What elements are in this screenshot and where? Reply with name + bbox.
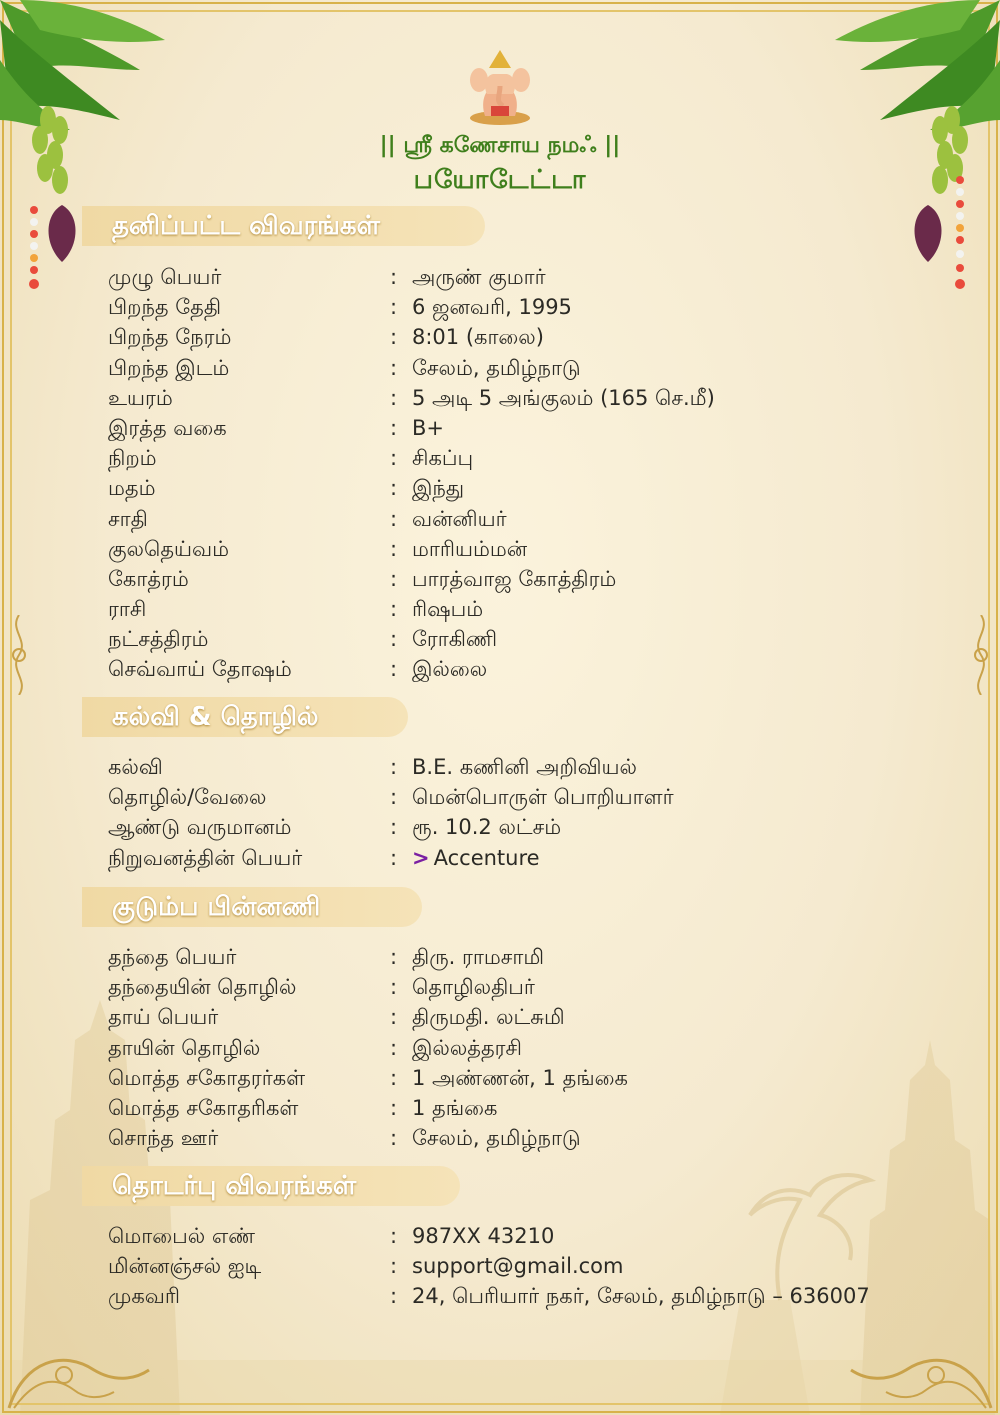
field-value: 6 ஜனவரி, 1995 bbox=[412, 295, 572, 320]
field-label: உயரம் bbox=[108, 385, 173, 410]
field-value: சேலம், தமிழ்நாடு bbox=[412, 1126, 581, 1151]
side-flourish-icon bbox=[966, 615, 996, 695]
colon-separator: : bbox=[390, 446, 398, 471]
field-label: நிறுவனத்தின் பெயர் bbox=[108, 845, 303, 870]
colon-separator: : bbox=[390, 1005, 398, 1030]
corner-flourish-icon bbox=[846, 1320, 996, 1412]
corner-flourish-icon bbox=[4, 1320, 154, 1412]
colon-separator: : bbox=[390, 265, 398, 289]
colon-separator: : bbox=[390, 845, 398, 870]
colon-separator: : bbox=[390, 1126, 398, 1151]
colon-separator: : bbox=[390, 1095, 398, 1120]
field-label: மொபைல் எண் bbox=[108, 1224, 255, 1248]
field-value: 1 அண்ணன், 1 தங்கை bbox=[412, 1065, 628, 1090]
colon-separator: : bbox=[390, 536, 398, 561]
field-value: ரிஷபம் bbox=[412, 597, 484, 622]
field-label: மதம் bbox=[108, 476, 156, 501]
section-title-contact: தொடர்பு விவரங்கள் bbox=[82, 1166, 460, 1206]
page-title: பயோடேட்டா bbox=[413, 165, 587, 195]
colon-separator: : bbox=[390, 627, 398, 652]
field-label: முழு பெயர் bbox=[108, 265, 222, 289]
field-value: B.E. கணினி அறிவியல் bbox=[412, 755, 637, 779]
colon-separator: : bbox=[390, 1284, 398, 1309]
colon-separator: : bbox=[390, 355, 398, 380]
field-value: 1 தங்கை bbox=[412, 1095, 498, 1120]
field-value: திரு. ராமசாமி bbox=[412, 945, 545, 969]
field-label: தொழில்/வேலை bbox=[108, 785, 267, 810]
field-label: தாயின் தொழில் bbox=[108, 1035, 261, 1060]
colon-separator: : bbox=[390, 597, 398, 622]
field-value: 987XX 43210 bbox=[412, 1224, 555, 1248]
field-value: இல்லத்தரசி bbox=[412, 1035, 522, 1060]
field-label: முகவரி bbox=[108, 1284, 180, 1309]
colon-separator: : bbox=[390, 506, 398, 531]
side-flourish-icon bbox=[4, 615, 34, 695]
company-name: Accenture bbox=[433, 845, 540, 870]
field-value: பாரத்வாஜ கோத்திரம் bbox=[412, 566, 617, 591]
field-value: சிகப்பு bbox=[412, 446, 474, 471]
field-label: நிறம் bbox=[108, 446, 157, 471]
colon-separator: : bbox=[390, 325, 398, 350]
field-label: கோத்ரம் bbox=[108, 566, 189, 591]
field-label: குலதெய்வம் bbox=[108, 536, 229, 561]
section-title-family: குடும்ப பின்னணி bbox=[82, 887, 422, 927]
colon-separator: : bbox=[390, 415, 398, 440]
colon-separator: : bbox=[390, 385, 398, 410]
field-value: சேலம், தமிழ்நாடு bbox=[412, 355, 581, 380]
accenture-logo-icon: > bbox=[412, 845, 430, 870]
field-label: தந்தை பெயர் bbox=[108, 945, 237, 969]
field-value: 5 அடி 5 அங்குலம் (165 செ.மீ) bbox=[412, 385, 715, 410]
field-label: தந்தையின் தொழில் bbox=[108, 975, 297, 1000]
colon-separator: : bbox=[390, 657, 398, 682]
field-value: மாரியம்மன் bbox=[412, 536, 528, 561]
colon-separator: : bbox=[390, 1035, 398, 1060]
field-value bbox=[412, 843, 540, 873]
field-value: இல்லை bbox=[412, 657, 488, 682]
colon-separator: : bbox=[390, 566, 398, 591]
colon-separator: : bbox=[390, 1065, 398, 1090]
field-label: செவ்வாய் தோஷம் bbox=[108, 657, 292, 682]
colon-separator: : bbox=[390, 295, 398, 320]
colon-separator: : bbox=[390, 1254, 398, 1279]
field-value: வன்னியர் bbox=[412, 506, 507, 531]
field-label: பிறந்த இடம் bbox=[108, 355, 230, 380]
field-value: தொழிலதிபர் bbox=[412, 975, 535, 1000]
field-label: தாய் பெயர் bbox=[108, 1005, 219, 1030]
colon-separator: : bbox=[390, 975, 398, 1000]
field-label: இரத்த வகை bbox=[108, 415, 227, 440]
field-value: திருமதி. லட்சுமி bbox=[412, 1005, 565, 1030]
colon-separator: : bbox=[390, 815, 398, 840]
field-label: சாதி bbox=[108, 506, 148, 531]
field-value: மென்பொருள் பொறியாளர் bbox=[412, 785, 674, 810]
field-value: 24, பெரியார் நகர், சேலம், தமிழ்நாடு – 636007 bbox=[412, 1284, 870, 1309]
field-label: சொந்த ஊர் bbox=[108, 1126, 219, 1151]
field-value: ரோகிணி bbox=[412, 627, 498, 652]
section-title-education: கல்வி & தொழில் bbox=[82, 697, 408, 737]
colon-separator: : bbox=[390, 1224, 398, 1248]
field-value: ரூ. 10.2 லட்சம் bbox=[412, 815, 562, 840]
field-label: கல்வி bbox=[108, 755, 163, 779]
colon-separator: : bbox=[390, 476, 398, 501]
field-label: பிறந்த தேதி bbox=[108, 295, 222, 320]
colon-separator: : bbox=[390, 755, 398, 779]
colon-separator: : bbox=[390, 945, 398, 969]
field-label: நட்சத்திரம் bbox=[108, 627, 209, 652]
field-value: இந்து bbox=[412, 476, 465, 501]
field-label: ராசி bbox=[108, 597, 147, 622]
field-value: B+ bbox=[412, 415, 445, 440]
field-value: அருண் குமார் bbox=[412, 265, 546, 289]
field-value: 8:01 (காலை) bbox=[412, 325, 544, 350]
invocation-text: || ஸ்ரீ கணேசாய நமஃ || bbox=[379, 133, 621, 158]
field-label: மொத்த சகோதரர்கள் bbox=[108, 1065, 306, 1090]
field-label: மொத்த சகோதரிகள் bbox=[108, 1095, 299, 1120]
colon-separator: : bbox=[390, 785, 398, 810]
ganesha-icon bbox=[465, 46, 535, 126]
field-label: ஆண்டு வருமானம் bbox=[108, 815, 292, 840]
field-label: பிறந்த நேரம் bbox=[108, 325, 232, 350]
section-title-personal: தனிப்பட்ட விவரங்கள் bbox=[82, 206, 485, 246]
field-label: மின்னஞ்சல் ஐடி bbox=[108, 1254, 262, 1279]
field-value: support@gmail.com bbox=[412, 1254, 624, 1279]
